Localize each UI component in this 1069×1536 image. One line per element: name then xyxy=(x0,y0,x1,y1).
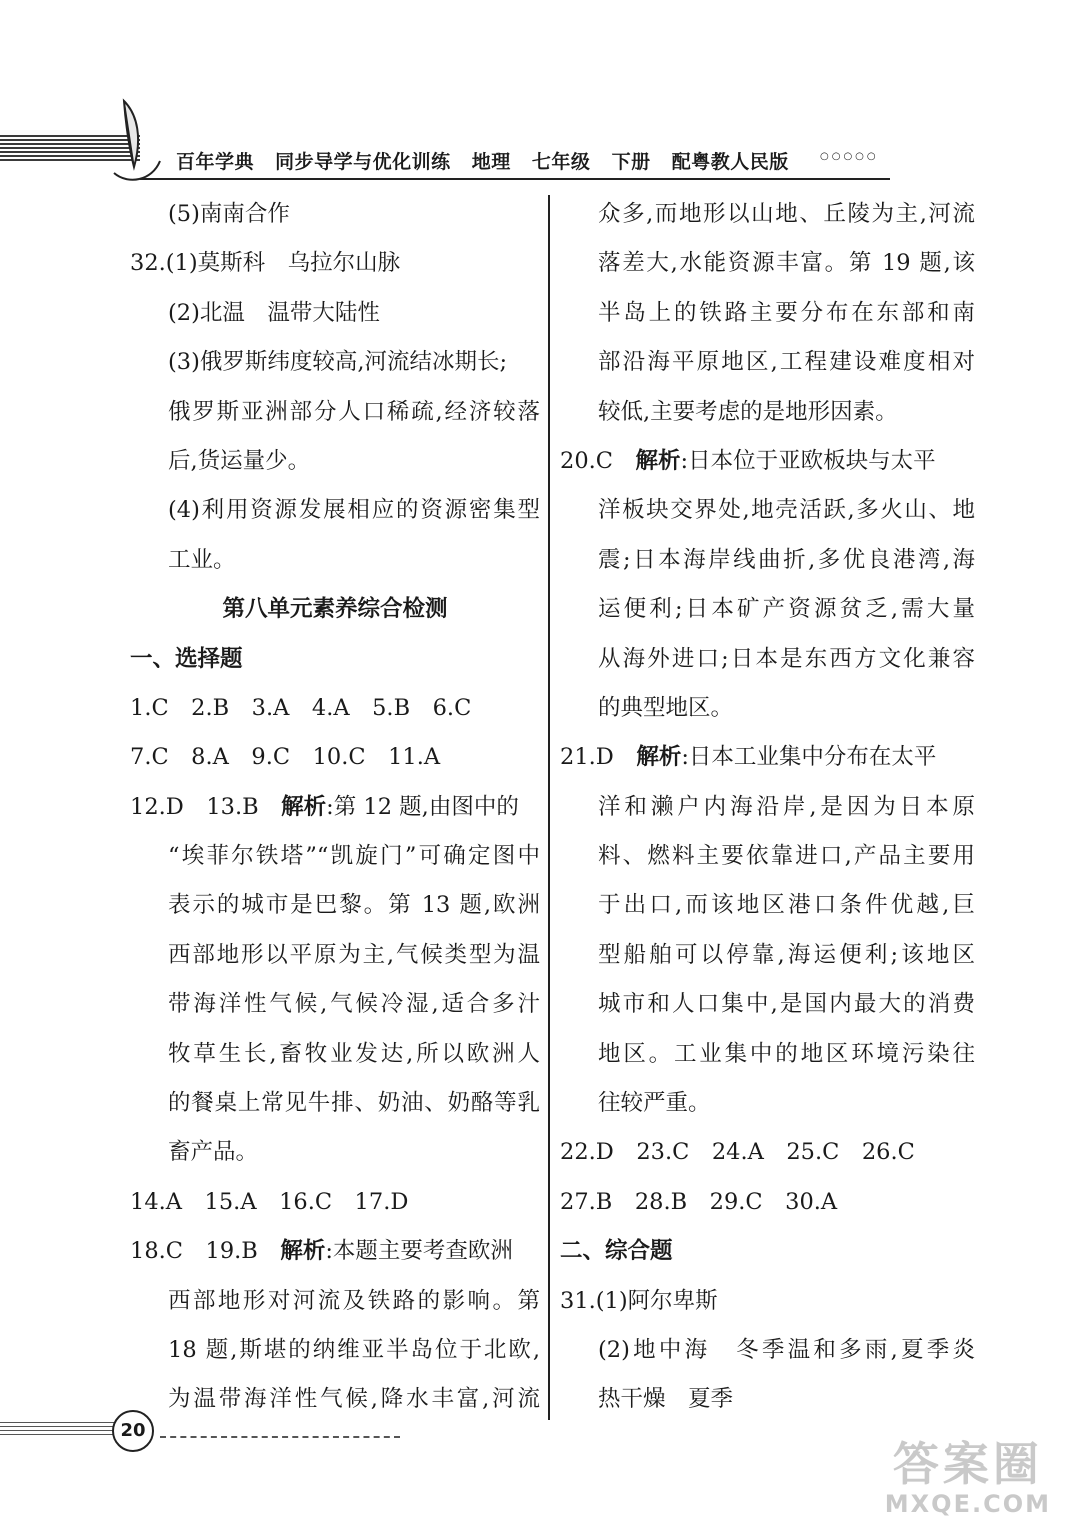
analysis-line: 西部地形以平原为主,气候类型为温 xyxy=(168,941,540,968)
analysis-text: :本题主要考查欧洲 xyxy=(325,1238,513,1265)
left-column xyxy=(130,190,540,1425)
feather-quill-icon xyxy=(108,95,168,185)
analysis-line: 众多,而地形以山地、丘陵为主,河流 xyxy=(598,201,975,227)
answer-line xyxy=(130,783,540,832)
volume: 下册 xyxy=(611,151,651,173)
page-header xyxy=(0,95,1069,185)
answer-line: 后,货运量少。 xyxy=(168,447,311,474)
header-rule xyxy=(140,178,890,180)
analysis-line: 表示的城市是巴黎。第 13 题,欧洲 xyxy=(168,892,540,919)
answer-numbers: 21.D xyxy=(560,744,637,771)
part-heading: 一、选择题 xyxy=(130,645,243,672)
watermark-logo xyxy=(885,1428,1051,1518)
analysis-line: 半岛上的铁路主要分布在东部和南 xyxy=(598,299,975,326)
part-heading: 二、综合题 xyxy=(560,1238,673,1265)
analysis-label: 解析 xyxy=(635,447,681,474)
analysis-line: 洋板块交界处,地壳活跃,多火山、地 xyxy=(598,497,975,524)
answer-line: 7.C 8.A 9.C 10.C 11.A xyxy=(130,744,441,771)
book-name: 百年学典 xyxy=(176,151,255,173)
analysis-line: 城市和人口集中,是国内最大的消费 xyxy=(598,991,975,1018)
analysis-line: 带海洋性气候,气候冷湿,适合多汁 xyxy=(168,991,540,1018)
section-title: 第八单元素养综合检测 xyxy=(222,596,448,623)
analysis-line: 于出口,而该地区港口条件优越,巨 xyxy=(598,892,975,919)
watermark-text-cn: 答案圈 xyxy=(892,1437,1043,1491)
analysis-line: 料、燃料主要依靠进口,产品主要用 xyxy=(598,843,975,870)
header-title xyxy=(176,147,803,174)
answer-line: 27.B 28.B 29.C 30.A xyxy=(560,1188,838,1215)
answer-line: 1.C 2.B 3.A 4.A 5.B 6.C xyxy=(130,694,472,721)
answer-line: 32.(1)莫斯科 乌拉尔山脉 xyxy=(130,250,401,277)
analysis-line: 牧草生长,畜牧业发达,所以欧洲人 xyxy=(168,1040,540,1067)
answer-line xyxy=(130,1227,540,1276)
answer-line xyxy=(560,733,975,782)
analysis-label: 解析 xyxy=(281,793,327,820)
analysis-line: 的典型地区。 xyxy=(598,694,734,721)
analysis-text: :日本工业集中分布在太平 xyxy=(681,744,937,771)
analysis-line: 往较严重。 xyxy=(598,1090,711,1117)
subject: 地理 xyxy=(471,151,511,173)
analysis-text: :第 12 题,由图中的 xyxy=(326,793,519,820)
analysis-line: 西部地形对河流及铁路的影响。第 xyxy=(168,1287,540,1314)
analysis-line: 运便利;日本矿产资源贫乏,需大量 xyxy=(598,596,975,623)
analysis-label: 解析 xyxy=(280,1238,326,1265)
answer-line xyxy=(560,437,975,486)
answer-line: (5)南南合作 xyxy=(168,201,290,227)
answer-line: 工业。 xyxy=(168,546,236,573)
analysis-line: 落差大,水能资源丰富。第 19 题,该 xyxy=(598,250,975,277)
column-divider xyxy=(548,195,550,1420)
series-name: 同步导学与优化训练 xyxy=(275,151,451,173)
answer-line: 22.D 23.C 24.A 25.C 26.C xyxy=(560,1139,915,1166)
analysis-line: 从海外进口;日本是东西方文化兼容 xyxy=(598,645,975,672)
answer-line: (4)利用资源发展相应的资源密集型 xyxy=(168,497,540,524)
answer-line: (2)北温 温带大陆性 xyxy=(168,299,380,326)
footer-decorative-lines xyxy=(0,1422,115,1436)
edition: 配粤教人民版 xyxy=(671,151,789,173)
analysis-line: 部沿海平原地区,工程建设难度相对 xyxy=(598,349,975,376)
page-number: 20 xyxy=(112,1410,154,1452)
answer-line: 31.(1)阿尔卑斯 xyxy=(560,1287,718,1314)
analysis-line: 18 题,斯堪的纳维亚半岛位于北欧, xyxy=(168,1336,540,1363)
analysis-line: 畜产品。 xyxy=(168,1139,259,1166)
analysis-line: 的餐桌上常见牛排、奶油、奶酪等乳 xyxy=(168,1090,540,1117)
answer-line: (3)俄罗斯纬度较高,河流结冰期长; xyxy=(168,349,508,376)
answer-line: (2)地中海 冬季温和多雨,夏季炎 xyxy=(598,1336,975,1363)
footer-dashed-rule xyxy=(160,1436,400,1438)
analysis-line: 为温带海洋性气候,降水丰富,河流 xyxy=(168,1386,540,1413)
header-dots: ○○○○○ xyxy=(820,151,879,162)
grade: 七年级 xyxy=(531,151,591,173)
answer-numbers: 20.C xyxy=(560,447,636,474)
analysis-line: 地区。工业集中的地区环境污染往 xyxy=(598,1040,975,1067)
answer-numbers: 12.D 13.B xyxy=(130,793,282,820)
analysis-text: :日本位于亚欧板块与太平 xyxy=(680,447,936,474)
analysis-label: 解析 xyxy=(636,744,682,771)
right-column xyxy=(560,190,975,1425)
analysis-line: 震;日本海岸线曲折,多优良港湾,海 xyxy=(598,546,975,573)
analysis-line: 洋和濑户内海沿岸,是因为日本原 xyxy=(598,793,975,820)
watermark-text-en: MXQE.COM xyxy=(884,1490,1051,1518)
analysis-line: 较低,主要考虑的是地形因素。 xyxy=(598,398,898,425)
answer-line: 14.A 15.A 16.C 17.D xyxy=(130,1188,409,1215)
answer-line: 俄罗斯亚洲部分人口稀疏,经济较落 xyxy=(168,398,540,425)
analysis-line: “埃菲尔铁塔”“凯旋门”可确定图中 xyxy=(168,843,540,870)
answer-numbers: 18.C 19.B xyxy=(130,1238,281,1265)
answer-line: 热干燥 夏季 xyxy=(598,1386,734,1413)
analysis-line: 型船舶可以停靠,海运便利;该地区 xyxy=(598,941,975,968)
